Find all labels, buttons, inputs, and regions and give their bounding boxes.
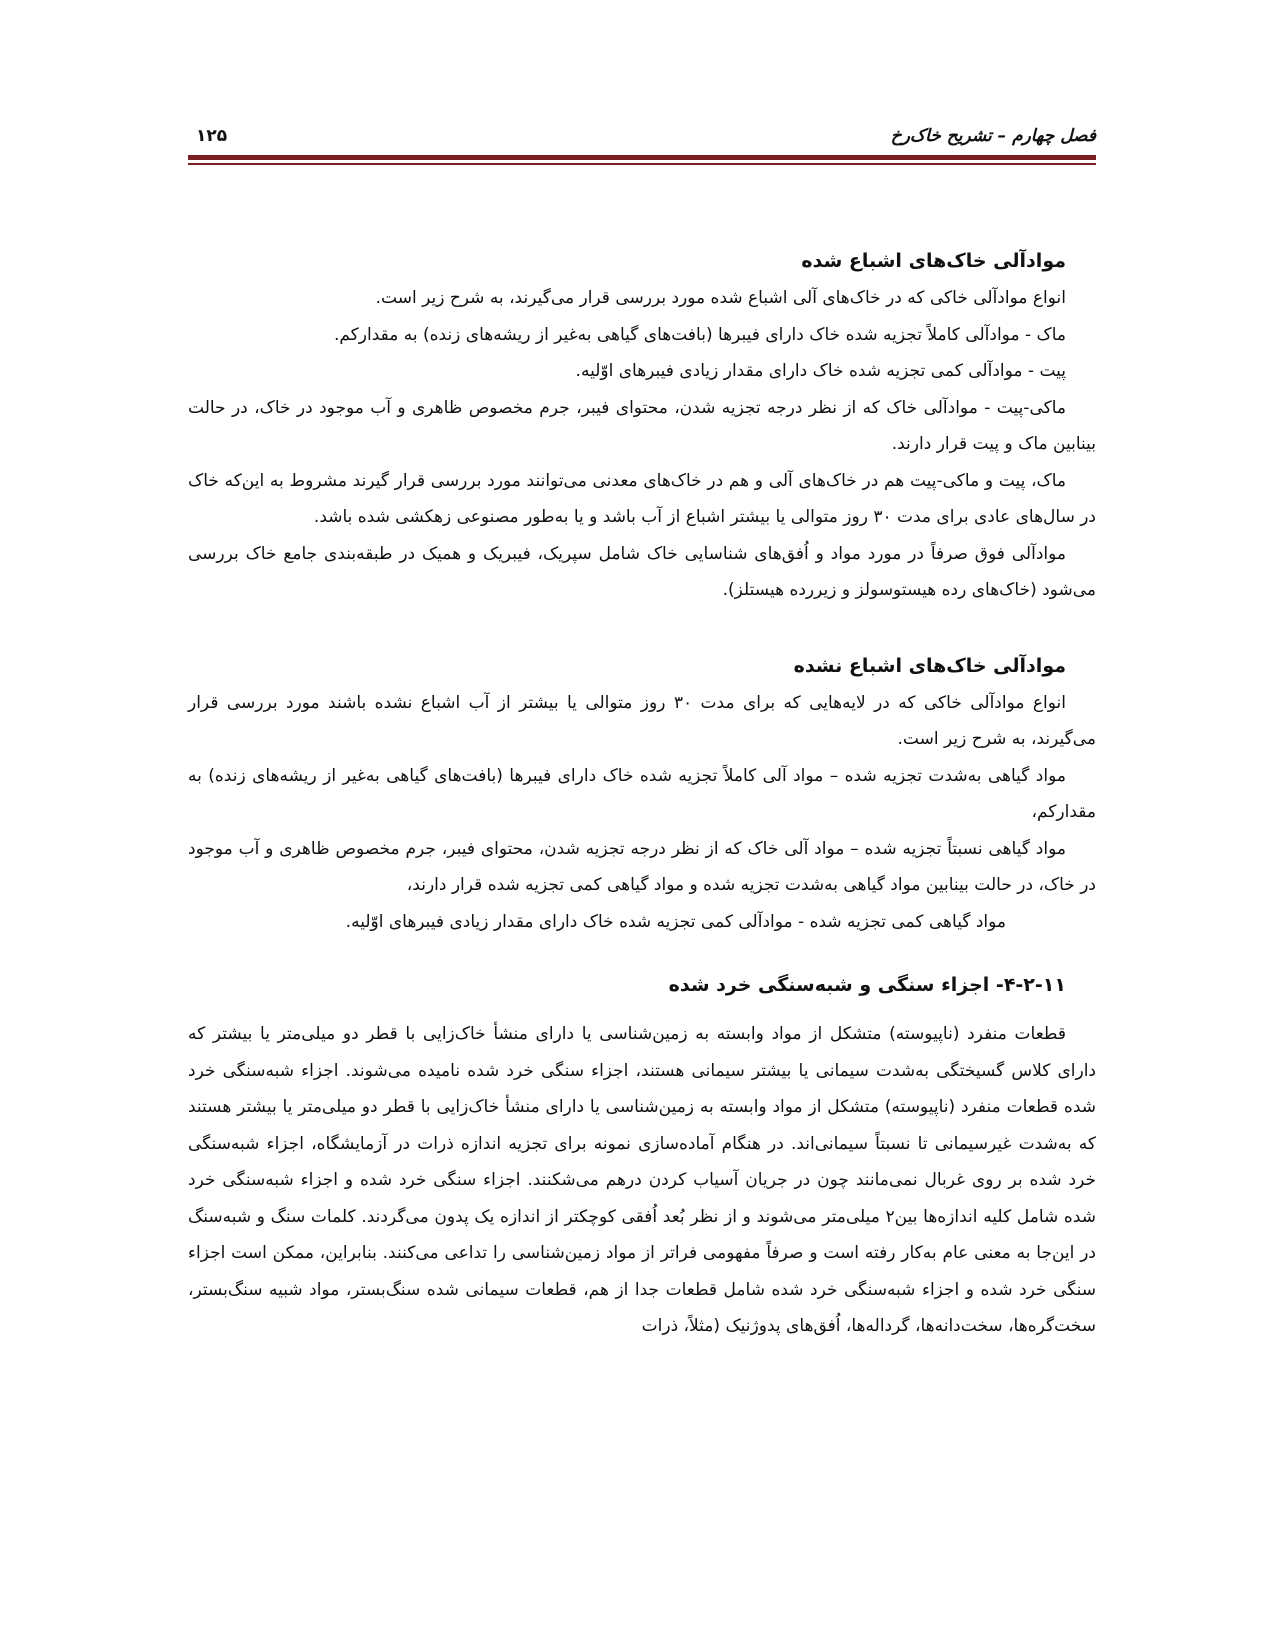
header-rule-thick: [188, 155, 1096, 160]
paragraph: ماک - موادآلی کاملاً تجزیه شده خاک دارای فیبرها (بافت‌های گیاهی به‌غیر از ریشه‌های زنده) به مقدارکم.: [333, 324, 1066, 345]
paragraph: ماکی-پیت - موادآلی خاک که از نظر درجه تجزیه شدن، محتوای فیبر، جرم مخصوص ظاهری و آب موجود در خاک، در حالت بینابین ماک و پیت قرار دارند.: [188, 397, 1096, 454]
paragraph: قطعات منفرد (ناپیوسته) متشکل از مواد وابسته به زمین‌شناسی یا دارای منشأ خاک‌زایی با قطر دو میلی‌متر یا بیشتر که دارای کلاس گسیختگی به‌شدت سیمانی یا بیشتر سیمانی هستند، اجزاء سنگی خرد شده نامیده می‌شوند. اجزاء شبه‌سنگی خرد شده قطعات منفرد (ناپیوسته) متشکل از مواد وابسته به زمین‌شناسی یا دارای منشأ خاک‌زایی با قطر دو میلی‌متر یا بیشتر هستند که به‌شدت غیرسیمانی تا نسبتاً سیمانی‌اند. در هنگام آماده‌سازی نمونه برای تجزیه اندازه ذرات در آزمایشگاه، اجزاء شبه‌سنگی خرد شده بر روی غربال نمی‌مانند چون در جریان آسیاب کردن درهم می‌شکنند. اجزاء سنگی خرد شده و اجزاء شبه‌سنگی خرد شده شامل کلیه اندازه‌ها بین۲ میلی‌متر می‌شوند و از نظر بُعد اُفقی کوچکتر از اندازه یک پدون می‌گردند. کلمات سنگ و شبه‌سنگ در این‌جا به معنی عام به‌کار رفته است و صرفاً مفهومی فراتر از مواد زمین‌شناسی را تداعی می‌کنند. بنابراین، ممکن است اجزاء سنگی خرد شده و اجزاء شبه‌سنگی خرد شده شامل قطعات جدا از هم، قطعات سیمانی شده سنگ‌بستر، مواد شبیه سنگ‌بستر، سخت‌گره‌ها، سخت‌دانه‌ها، گرداله‌ها، اُفق‌های پدوژنیک (مثلاً، ذرات: [188, 1024, 1096, 1336]
paragraph: انواع موادآلی خاکی که در خاک‌های آلی اشباع شده مورد بررسی قرار می‌گیرند، به شرح زیر است.: [375, 288, 1066, 308]
section-heading-saturated: موادآلی خاک‌های اشباع شده: [801, 250, 1066, 272]
section-gap: [188, 609, 1096, 647]
section-heading-fragments: ۴-۲-۱۱- اجزاء سنگی و شبه‌سنگی خرد شده: [668, 974, 1066, 996]
chapter-title: فصل چهارم – تشریح خاک‌رخ: [890, 126, 1096, 146]
paragraph: پیت - موادآلی کمی تجزیه شده خاک دارای مقدار زیادی فیبرهای اوّلیه.: [575, 361, 1066, 381]
paragraph: ماک، پیت و ماکی-پیت هم در خاک‌های آلی و هم در خاک‌های معدنی می‌توانند مورد بررسی قرار گیرند مشروط به این‌که خاک در سال‌های عادی برای مدت ۳۰ روز متوالی یا بیشتر اشباع از آب باشد و یا به‌طور مصنوعی زهکشی شده باشد.: [188, 470, 1096, 527]
paragraph: انواع موادآلی خاکی که در لایه‌هایی که برای مدت ۳۰ روز متوالی یا بیشتر از آب اشباع نشده باشند مورد بررسی قرار می‌گیرند، به شرح زیر است.: [188, 692, 1096, 749]
page-header: [188, 120, 1096, 160]
paragraph: موادآلی فوق صرفاً در مورد مواد و اُفق‌های شناسایی خاک شامل سپریک، فیبریک و همیک در طبقه‌بندی جامع خاک بررسی می‌شود (خاک‌های رده هیستوسولز و زیررده هیستلز).: [188, 543, 1096, 600]
section-gap: [188, 940, 1096, 966]
page-number: ۱۲۵: [196, 126, 228, 146]
header-rule-thin: [188, 163, 1096, 165]
paragraph: مواد گیاهی کمی تجزیه شده - موادآلی کمی تجزیه شده خاک دارای مقدار زیادی فیبرهای اوّلیه.: [345, 911, 1006, 932]
section-heading-unsaturated: موادآلی خاک‌های اشباع نشده: [793, 654, 1066, 677]
section-gap: [188, 1004, 1096, 1016]
page-body: [188, 242, 1096, 1345]
paragraph: مواد گیاهی به‌شدت تجزیه شده – مواد آلی کاملاً تجزیه شده خاک دارای فیبرها (بافت‌های گیاهی به‌غیر از ریشه‌های زنده) به مقدارکم،: [188, 765, 1096, 822]
paragraph: مواد گیاهی نسبتاً تجزیه شده – مواد آلی خاک که از نظر درجه تجزیه شدن، محتوای فیبر، جرم مخصوص ظاهری و آب موجود در خاک، در حالت بینابین مواد گیاهی به‌شدت تجزیه شده و مواد گیاهی کمی تجزیه شده قرار دارند،: [188, 838, 1096, 895]
